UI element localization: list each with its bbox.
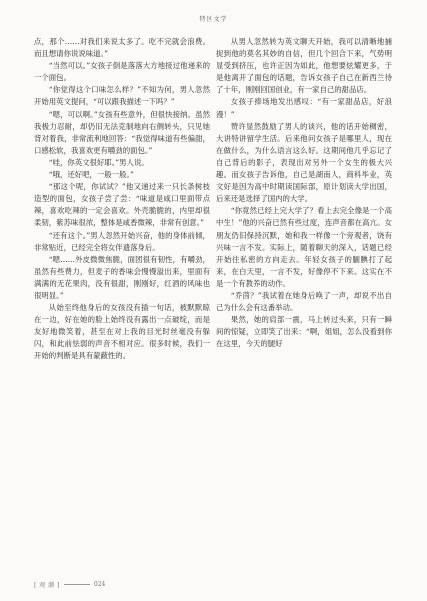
paragraph: “当然可以。”女孩子倒是落落大方地接过他递来的一个面包。 [34,61,210,83]
footer-rule [64,584,90,585]
paragraph: 女孩子捧场地发出感叹：“有一家甜品店，好浪漫！” [216,97,392,119]
paragraph: 从男人忽然转为英文聊天开始，我可以清晰地捕捉到他的莫名其妙的自信，但几个回合下来，气势明显受到挤压，也许正因为如此，他想要炫耀更多，于是他离开了面包的话题，告诉女孩子自己在新西兰待了十年，刚刚回国创业，有一家自己的甜品店。 [216,37,392,95]
right-text-column [216,36,392,576]
paragraph: 果然，她的肩部一震，马上转过头来，只有一瞬间的惊疑，立即笑了出来：“啊，姐姐，怎么没看到你在这里，今天的腿好 [216,315,392,349]
paragraph: “你觉得这个口味怎么样？”不知为何，男人忽然开始用英文提问，“可以跟我描述一下吗？” [34,85,210,107]
paragraph: “嗯……外皮微微焦脆，面团很有韧性，有嚼劲，虽然有些费力，但麦子的香味会慢慢溢出来，里面有满满的无花果肉，没有很甜，刚刚好，红酒的风味也很明显。” [34,254,210,300]
paragraph: “你竟然已经上完大学了？看上去完全像是一个高中生！”他的兴奋已然有些过度，连声音都在高亢。女朋友仍旧保持沉默，她和我一样像一个旁观者，饶有兴味一言不发。实际上，随着聊天的深入，话题已经开始往私密的方向走去。年轻女孩子的腼腆打了起来，在白天里，一言不发，好像停不下来。这实在不是一个有教养的动作。 [216,206,392,288]
left-text-column [34,36,210,576]
page-number: 024 [93,581,106,588]
paragraph: 点，那个……对我们来说太多了。吃不完就会浪费。而且想请你说说味道。” [34,37,210,59]
page-footer [34,580,105,589]
paragraph: 从始至终他身后的女孩没有插一句话，被默默晾在一边，好在她的脸上始终没有露出一点破绽，而是友好地微笑着，甚至在对上我的目光时丝毫没有躲闪，和此前怯弱的声音不相对应。很多时候，我们一开始的判断是具有蒙蔽性的。 [34,303,210,361]
paragraph: “那这个呢，你试试？”他又递过来一只长条树枝造型的面包，女孩子尝了尝：“味道是咸口里面带点辣，喜欢吃辣的一定会喜欢。外壳脆脆的，内里却很柔韧，紫苏味很浓，整体是咸香微辣，非常有创意。” [34,182,210,228]
paragraph: “嗯，可以啊。”女孩有些意外，但很快接纳。虽然我极力忍耐，却仍旧无法克制地向右侧转头，只见她背对着我，非常流利地回答：“我觉得味道有些偏甜，口感松软，我喜欢更有嚼劲的面包。” [34,109,210,155]
magazine-header: 特区文学 [199,16,228,23]
paragraph: “哦，还好吧，一般一般。” [48,170,134,180]
paragraph: “哇，你英文很好耶。”男人说。 [48,157,149,167]
paragraph: 赞许显然鼓励了男人的谈兴，他的话开始稠密，大讲特讲留学生活。后来他问女孩子是哪里人，现在在做什么，为什么语言这么好。这期间他几乎忘记了自己背后的影子，表现出对另外一个女生的极大兴趣。而女孩子告诉他，自己是湖南人，商科毕业，英文好是因为高中时期读国际部，原计划读大学出国，后来还是选择了国内的大学。 [216,121,392,204]
paragraph: “还有这个。”男人忽然开始兴奋，他的身体前倾，非常贴近，已经完全将女伴遗落身后。 [34,230,210,252]
paragraph: “乔茵？”我试着在她身后唤了一声，却说不出自己为什么会有这番举动。 [216,290,392,313]
magazine-section-label: [ 观 潮 ] [34,582,60,589]
